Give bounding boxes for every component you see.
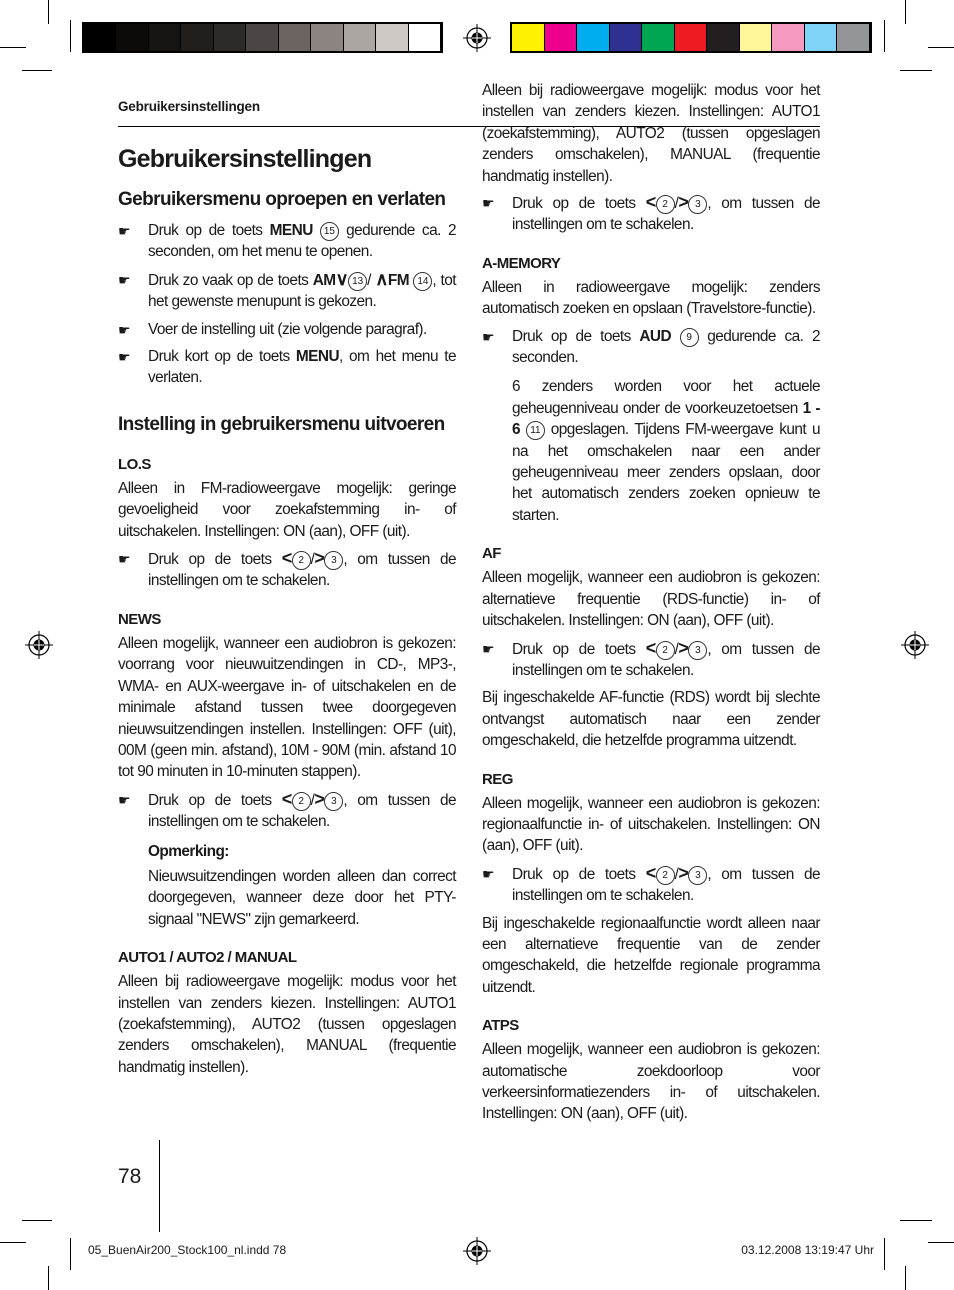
list-item: ☛ Druk op de toets < 2 /> 3 , om tussen de instellingen om te schakelen. — [118, 788, 457, 831]
color-swatch — [610, 24, 643, 51]
crop-mark — [905, 1266, 906, 1290]
registration-mark-icon — [463, 24, 491, 52]
setting-title: LO.S — [118, 455, 151, 473]
setting-title: AF — [482, 545, 501, 563]
left-column — [118, 140, 457, 1076]
setting-description: Alleen mogelijk, wanneer een audiobron is gekozen: voorrang voor nieuwuitzendingen in CD-, MP3-, WMA- en AUX-weergave in- of uitschakelen en de minimale afstand tussen twee doorgegeven nieuwsuitzendingen instellen. Instellingen: OFF (uit), 00M (geen min. afstand), 10M - 90M (min. afstand 10 tot 90 minuten in 10-minuten stappen). — [118, 634, 456, 781]
list-item — [118, 319, 456, 340]
key-label: AUD — [639, 327, 672, 345]
setting-title: ATPS — [482, 1017, 519, 1035]
setting-description: Alleen bij radioweergave mogelijk: modus voor het instellen van zenders kiezen. Instellingen: AUTO1 (zoekafstemming), AUTO2 (tussen opgeslagen zenders omschakelen), MANUAL (frequentie handmatig instellen). — [118, 973, 456, 1076]
crop-mark — [884, 1238, 885, 1270]
color-swatch — [181, 24, 213, 51]
pointing-hand-icon: ☛ — [118, 791, 131, 808]
list-item: ☛ Druk op de toets < 2 /> 3 , om tussen de instellingen om te schakelen. — [482, 862, 821, 905]
chevron-right-icon: > — [678, 862, 689, 883]
key-label: MENU — [269, 222, 313, 239]
pointing-hand-icon: ☛ — [118, 321, 131, 338]
color-swatch — [376, 24, 408, 51]
note — [118, 841, 456, 931]
key-number: 15 — [320, 222, 339, 241]
crop-mark — [0, 47, 26, 48]
page-number-rule — [159, 1140, 160, 1232]
pointing-hand-icon: ☛ — [482, 640, 495, 657]
color-swatch — [512, 24, 545, 51]
setting-explanation: Bij ingeschakelde regionaalfunctie wordt alleen naar een alternatieve frequentie van de zender omgeschakeld, die hetzelfde regionale programma uitzendt. — [482, 914, 820, 996]
setting-description: Alleen mogelijk, wanneer een audiobron is gekozen: regionaalfunctie in- of uitschakelen. Instellingen: ON (aan), OFF (uit). — [482, 794, 820, 855]
key-number: 3 — [324, 792, 343, 811]
pointing-hand-icon: ☛ — [482, 195, 495, 211]
text: gedurende ca. 2 seconden, om het menu te openen. — [148, 222, 456, 261]
setting-title: NEWS — [118, 610, 161, 628]
key-label: AM — [312, 271, 336, 289]
color-swatch — [311, 24, 343, 51]
color-swatch — [246, 24, 278, 51]
list-item — [118, 220, 456, 263]
crop-mark — [48, 1266, 49, 1290]
page-title: Gebruikersinstellingen — [118, 145, 372, 173]
color-swatch — [545, 24, 578, 51]
color-swatch — [675, 24, 708, 51]
section-heading: Gebruikersmenu oproepen en verlaten — [118, 189, 446, 210]
registration-mark-icon — [463, 1237, 491, 1265]
key-label: 1 - 6 — [512, 399, 820, 439]
registration-mark-icon — [25, 631, 53, 659]
key-number: 3 — [688, 195, 707, 214]
key-number: 14 — [413, 272, 432, 291]
note-text: Nieuwsuitzendingen worden alleen dan correct doorgegeven, wanneer deze door het PTY-signaal "NEWS" zijn gemarkeerd. — [148, 867, 456, 928]
setting-explanation: Bij ingeschakelde AF-functie (RDS) wordt bij slechte ontvangst automatisch naar een zender omgeschakeld, die hetzelfde programma uitzendt. — [482, 689, 820, 750]
chevron-up-icon: ∧ — [375, 268, 388, 289]
color-swatch — [805, 24, 838, 51]
color-swatch — [344, 24, 376, 51]
list-item: ☛ Druk op de toets < 2 /> 3 , om tussen de instellingen om te schakelen. — [482, 192, 821, 234]
crop-mark — [70, 1238, 71, 1270]
pointing-hand-icon: ☛ — [482, 328, 495, 345]
crop-mark — [900, 1220, 932, 1221]
crop-mark — [900, 70, 932, 71]
color-swatch — [116, 24, 148, 51]
key-number: 13 — [348, 272, 367, 291]
color-swatch — [84, 24, 116, 51]
pointing-hand-icon: ☛ — [118, 551, 131, 568]
chevron-left-icon: < — [281, 788, 292, 809]
registration-mark-icon — [901, 631, 929, 659]
key-label: MENU — [295, 348, 340, 366]
page-number: 78 — [118, 1165, 142, 1188]
footer-timestamp: 03.12.2008 13:19:47 Uhr — [741, 1243, 874, 1257]
list-item — [118, 346, 456, 389]
setting-description: Alleen mogelijk, wanneer een audiobron is gekozen: automatische zoekdoorloop voor verkeersinformatiezenders in- of uitschakelen. Instellingen: ON (aan), OFF (uit). — [482, 1041, 820, 1123]
list-item: ☛ Druk op de toets < 2 /> 3 , om tussen de instellingen om te schakelen. — [118, 548, 457, 590]
color-swatch — [409, 24, 441, 51]
key-label: FM — [387, 271, 410, 289]
color-swatch — [740, 24, 773, 51]
chevron-left-icon: < — [645, 862, 656, 883]
color-swatch — [772, 24, 805, 51]
pointing-hand-icon: ☛ — [118, 271, 131, 288]
text: , om tussen de instellingen om te schakelen. — [148, 791, 457, 831]
color-swatch — [837, 24, 870, 51]
crop-mark — [22, 1220, 52, 1221]
pointing-hand-icon: ☛ — [118, 223, 131, 239]
color-swatch — [642, 24, 675, 51]
chevron-left-icon: < — [645, 637, 656, 658]
text: , om tussen de instellingen om te schakelen. — [512, 865, 821, 905]
crop-mark — [48, 0, 49, 24]
text: Druk op de toets — [512, 195, 646, 212]
chevron-right-icon: > — [314, 788, 325, 809]
key-number: 11 — [526, 421, 545, 440]
list-item — [482, 326, 820, 369]
text: Druk op de toets — [148, 222, 270, 239]
text: Voer de instelling uit (zie volgende paragraf). — [148, 320, 427, 338]
crop-mark — [884, 20, 885, 52]
crop-mark — [905, 0, 906, 24]
sub-paragraph: 6 zenders worden voor het actuele geheugenniveau onder de voorkeuzetoetsen 1 - 6 11 opgeslagen. Tijdens FM-weergave kunt u na het omschakelen naar een ander geheugenniveau meer zenders opslaan, door het automatisch zenders zoeken opnieuw te starten. — [512, 378, 820, 524]
key-number: 3 — [324, 551, 343, 570]
chevron-right-icon: > — [678, 192, 689, 212]
list-item: ☛ Druk op de toets < 2 /> 3 , om tussen de instellingen om te schakelen. — [482, 637, 821, 679]
text: , om tussen de instellingen om te schakelen. — [512, 640, 821, 679]
setting-description: Alleen in radioweergave mogelijk: zenders automatisch zoeken en opslaan (Travelstore-functie). — [482, 278, 820, 318]
pointing-hand-icon: ☛ — [482, 865, 495, 882]
crop-mark — [928, 47, 954, 48]
color-swatch — [214, 24, 246, 51]
key-number: 3 — [688, 866, 707, 885]
setting-title: A-MEMORY — [482, 254, 561, 272]
crop-mark — [928, 1242, 954, 1243]
key-number: 2 — [292, 792, 311, 811]
text: Druk op de toets — [148, 791, 282, 809]
setting-title: REG — [482, 770, 513, 788]
grayscale-color-bar — [82, 22, 443, 53]
text: Druk op de toets — [148, 551, 282, 569]
crop-mark — [0, 1242, 26, 1243]
chevron-left-icon: < — [645, 192, 656, 212]
crop-mark — [70, 20, 71, 52]
note-title: Opmerking: — [148, 842, 229, 860]
color-swatch — [279, 24, 311, 51]
color-swatch — [577, 24, 610, 51]
pointing-hand-icon: ☛ — [118, 349, 131, 366]
text: Druk zo vaak op de toets — [148, 271, 313, 289]
setting-title: AUTO1 / AUTO2 / MANUAL — [118, 949, 297, 967]
chevron-right-icon: > — [314, 548, 325, 569]
color-swatch — [149, 24, 181, 51]
right-column — [482, 82, 821, 1125]
continued-text: Alleen bij radioweergave mogelijk: modus voor het instellen van zenders kiezen. Instellingen: AUTO1 (zoekafstemming), AUTO2 (tussen opgeslagen zenders omschakelen), MANUAL (frequentie handmatig instellen). — [482, 82, 820, 185]
process-color-bar — [510, 22, 872, 53]
text: Druk op de toets — [512, 640, 646, 658]
key-number: 2 — [292, 551, 311, 570]
text: , om tussen de instellingen om te schakelen. — [512, 195, 821, 234]
text: Druk kort op de toets — [148, 348, 296, 366]
key-number: 3 — [688, 641, 707, 660]
footer-file-info: 05_BuenAir200_Stock100_nl.indd 78 — [88, 1243, 287, 1257]
key-number: 2 — [656, 641, 675, 660]
setting-description: Alleen mogelijk, wanneer een audiobron is gekozen: alternatieve frequentie (RDS-functie) in- of uitschakelen. Instellingen: ON (aan), OFF (uit). — [482, 569, 820, 630]
key-number: 9 — [680, 328, 699, 347]
text: , om tussen de instellingen om te schakelen. — [148, 551, 457, 590]
text: gedurende ca. 2 seconden. — [512, 327, 820, 367]
text: , tot het gewenste menupunt is gekozen. — [148, 271, 456, 311]
running-header: Gebruikersinstellingen — [118, 99, 260, 114]
text: , om het menu te verlaten. — [148, 348, 456, 387]
chevron-right-icon: > — [678, 637, 689, 658]
key-number: 2 — [656, 866, 675, 885]
chevron-left-icon: < — [281, 548, 292, 569]
color-swatch — [707, 24, 740, 51]
list-item: ☛ Druk zo vaak op de toets AM∨ 13 / ∧FM 14 , tot het gewenste menupunt is gekozen. — [118, 268, 456, 311]
setting-description: Alleen in FM-radioweergave mogelijk: geringe gevoeligheid voor zoekafstemming in- of uitschakelen. Instellingen: ON (aan), OFF (uit). — [118, 479, 456, 540]
section-heading: Instelling in gebruikersmenu uitvoeren — [118, 413, 445, 435]
crop-mark — [22, 70, 52, 71]
key-number: 2 — [656, 195, 675, 214]
text: Druk op de toets — [512, 327, 640, 345]
text: Druk op de toets — [512, 865, 646, 883]
chevron-down-icon: ∨ — [335, 268, 349, 289]
